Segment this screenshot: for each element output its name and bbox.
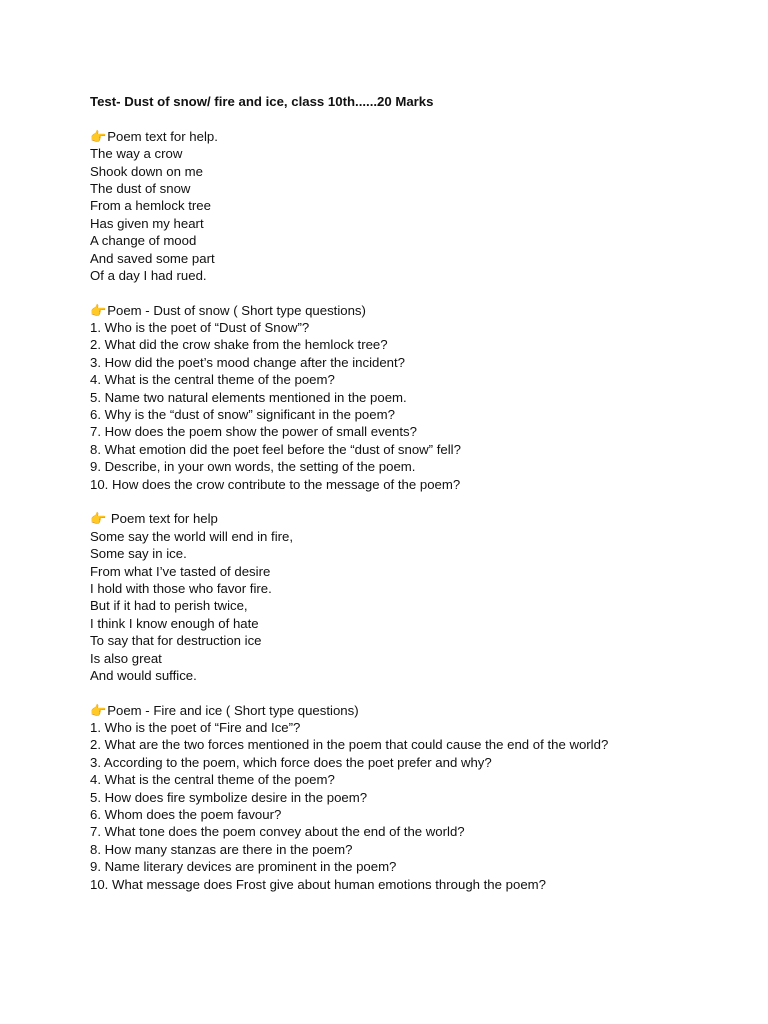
poem-lines — [90, 145, 750, 284]
question-item: 3. According to the poem, which force does the poet prefer and why? — [90, 754, 492, 770]
poem-line: To say that for destruction ice — [90, 633, 262, 649]
question-item: 5. How does fire symbolize desire in the poem? — [90, 789, 368, 805]
poem-line: Is also great — [90, 650, 162, 666]
question-item: 4. What is the central theme of the poem? — [90, 772, 335, 788]
question-item: 5. Name two natural elements mentioned in the poem. — [90, 389, 407, 405]
question-item: 7. How does the poem show the power of small events? — [90, 424, 417, 440]
pointing-hand-icon: 👉 — [90, 303, 107, 319]
poem-line: Some say the world will end in fire, — [90, 528, 294, 544]
page-title: Test- Dust of snow/ fire and ice, class 10th......20 Marks — [90, 94, 434, 109]
question-item: 9. Name literary devices are prominent in the poem? — [90, 859, 397, 875]
question-list — [90, 319, 750, 493]
section-heading — [90, 128, 750, 145]
question-item: 9. Describe, in your own words, the setting of the poem. — [90, 459, 416, 475]
question-item: 7. What tone does the poem convey about the end of the world? — [90, 824, 465, 840]
dust-of-snow-poem-text — [90, 128, 750, 285]
section-heading — [90, 510, 750, 527]
fire-and-ice-questions — [90, 702, 750, 893]
section-heading-label: Poem - Fire and ice ( Short type questions) — [107, 702, 359, 718]
spacer — [90, 493, 750, 510]
poem-line: From a hemlock tree — [90, 198, 211, 214]
question-item: 1. Who is the poet of “Fire and Ice”? — [90, 720, 301, 736]
dust-of-snow-questions — [90, 302, 750, 493]
section-heading — [90, 302, 750, 319]
question-item: 2. What did the crow shake from the hemlock tree? — [90, 337, 388, 353]
pointing-hand-icon: 👉 — [90, 512, 107, 528]
pointing-hand-icon: 👉 — [90, 703, 107, 719]
section-heading-label: Poem text for help. — [107, 128, 218, 144]
poem-line: The dust of snow — [90, 180, 191, 196]
question-item: 8. How many stanzas are there in the poem? — [90, 841, 353, 857]
section-heading — [90, 702, 750, 719]
question-item: 6. Whom does the poem favour? — [90, 807, 282, 823]
question-item: 10. How does the crow contribute to the message of the poem? — [90, 476, 461, 492]
question-item: 8. What emotion did the poet feel before the “dust of snow” fell? — [90, 441, 461, 457]
poem-line: But if it had to perish twice, — [90, 598, 248, 614]
document-page — [90, 93, 750, 893]
poem-line: From what I’ve tasted of desire — [90, 563, 271, 579]
poem-line: And would suffice. — [90, 667, 197, 683]
question-item: 4. What is the central theme of the poem? — [90, 372, 335, 388]
question-item: 6. Why is the “dust of snow” significant in the poem? — [90, 407, 395, 423]
poem-line: Shook down on me — [90, 163, 203, 179]
poem-line: The way a crow — [90, 146, 183, 162]
poem-line: Some say in ice. — [90, 546, 187, 562]
pointing-hand-icon: 👉 — [90, 129, 107, 145]
spacer — [90, 284, 750, 301]
poem-line: I think I know enough of hate — [90, 615, 259, 631]
question-item: 1. Who is the poet of “Dust of Snow”? — [90, 320, 310, 336]
section-heading-label: Poem text for help — [107, 511, 218, 527]
question-item: 3. How did the poet’s mood change after the incident? — [90, 354, 405, 370]
spacer — [90, 684, 750, 701]
poem-line: A change of mood — [90, 233, 197, 249]
question-item: 10. What message does Frost give about human emotions through the poem? — [90, 876, 546, 892]
question-item: 2. What are the two forces mentioned in the poem that could cause the end of the world? — [90, 737, 609, 753]
poem-line: Has given my heart — [90, 215, 204, 231]
poem-line: Of a day I had rued. — [90, 267, 207, 283]
fire-and-ice-poem-text — [90, 510, 750, 684]
question-list — [90, 719, 750, 893]
section-heading-label: Poem - Dust of snow ( Short type questions) — [107, 302, 366, 318]
spacer — [90, 110, 750, 127]
poem-lines — [90, 528, 750, 685]
poem-line: And saved some part — [90, 250, 215, 266]
poem-line: I hold with those who favor fire. — [90, 580, 272, 596]
